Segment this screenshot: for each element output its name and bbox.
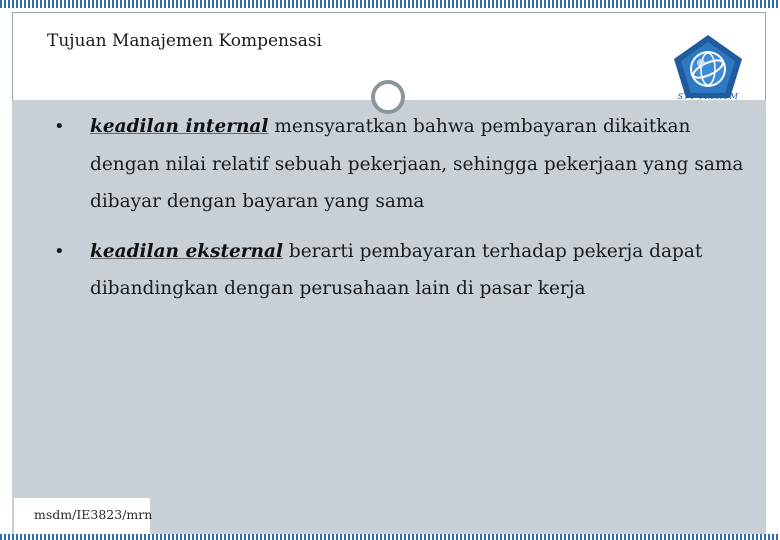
bullet-item-internal (48, 108, 748, 221)
bullet-keyword: keadilan eksternal (90, 240, 283, 262)
bottom-decorative-bar (0, 534, 780, 540)
footer-text: msdm/IE3823/mrn (34, 507, 153, 522)
bullet-dot-icon: • (54, 116, 65, 137)
bullet-dot-icon: • (54, 240, 65, 262)
bullet-list (48, 108, 748, 308)
logo-caption: STT TELKOM (677, 92, 739, 101)
top-decorative-stripes (0, 0, 780, 8)
slide-title: Tujuan Manajemen Kompensasi (47, 31, 322, 51)
bullet-text: berarti pembayaran terhadap pekerja dapat dibandingkan dengan perusahaan lain di pasar kerja (90, 240, 703, 299)
bullet-item-external (48, 233, 748, 308)
bullet-text: mensyaratkan bahwa pembayaran dikaitkan dengan nilai relatif sebuah pekerjaan, sehingga pekerjaan yang sama dibayar dengan bayaran yang sama (90, 116, 744, 212)
bullet-keyword: keadilan internal (90, 116, 269, 137)
